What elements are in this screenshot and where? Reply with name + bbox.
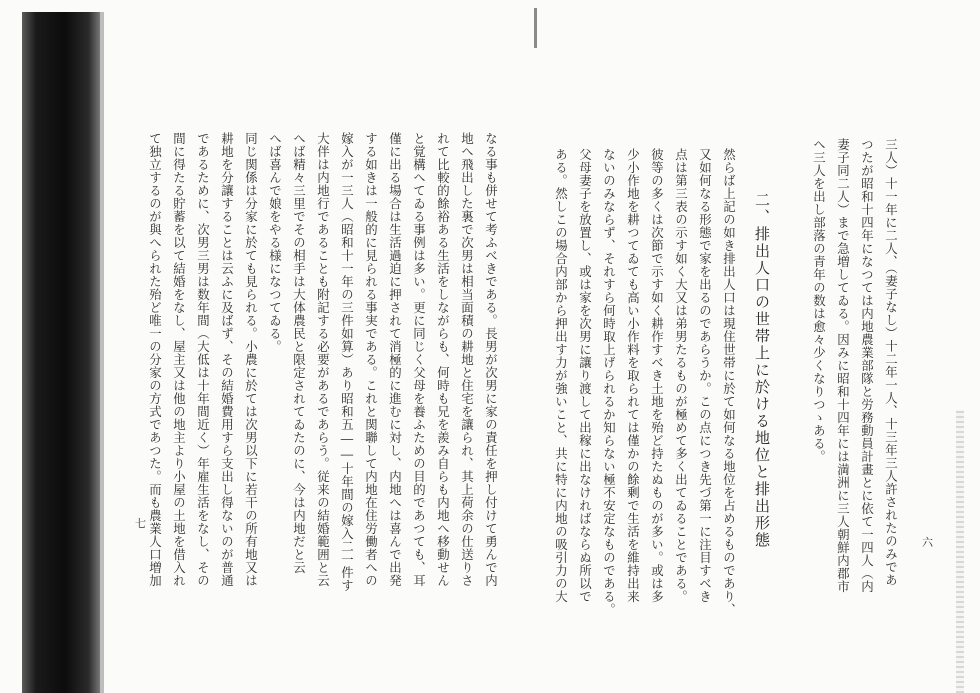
text-column: 点は第三表の示す如く大又は弟男たるものが極めて多く出てゐることである。 (673, 148, 689, 603)
binding-edge (100, 12, 104, 693)
text-column: 父母妻子を放置し、或は家を次男に讓り渡して出稼に出なければならぬ所以で (577, 148, 593, 603)
text-column: 大伴は内地行であることも附記する必要があるであらう。従来の結婚範囲と云 (315, 132, 331, 587)
section-heading: 二、排出人口の世帯上に於ける地位と排出形態 (753, 192, 771, 549)
text-column: 三人）十一年に二人、（妻子なし）十二年一人、十三年三人許されたのみであ (883, 138, 899, 587)
text-column: 彼等の多くは次節で示す如く耕作すべき土地を殆ど持たぬものが多い。或は多 (649, 148, 665, 603)
text-column: 耕地を分讓することは云ふに及ばず、その結婚費用すら支出し得ないのが普通 (219, 132, 235, 587)
text-column: へ三人を出し部落の青年の数は愈々少くなりつゝある。 (811, 138, 827, 463)
text-column: ある。然しこの場合内部から押出す力が強いこと、共に特に内地の吸引力の大 (553, 148, 569, 603)
text-column: 少小作地を耕つてゐても高い小作料を取られては僅かの餘剰で生活を維持出来 (625, 148, 641, 603)
text-column: つたが昭和十四年になつては内地農業部隊と労務動員計畫とに依て一四人（内 (859, 138, 875, 593)
text-column: 間に得たる貯蓄を以て結婚をなし、屋主又は他の地主より小屋の土地を借入れ (171, 132, 187, 587)
text-column: れて比較的餘裕ある生活をしながらも、何時も兄を羨み自らも内地へ移動せん (435, 132, 451, 587)
text-column: なる事も併せて考ふべきである。長男が次男に家の責任を押し付けて勇んで内 (483, 132, 499, 587)
text-column: 地へ飛出した裏で次男は相当面積の耕地と住宅を讓られ、其上荷余の仕送りさ (459, 132, 475, 587)
text-column: 同じ関係は分家に於ても見られる。小農に於ては次男以下に若干の所有地又は (243, 132, 259, 587)
page-number-left: 七 (135, 517, 146, 530)
text-column: て独立するのが與へられた殆ど唯一の分家の方式であつた。而も農業人口増加 (147, 132, 163, 587)
text-column: ないのみならず、それすら何時取上げられるか知らない極不安定なものである。 (601, 148, 617, 616)
page-edge-shadow (956, 410, 964, 693)
text-column: であるために、次男三男は数年間（大低は十年間近く）年雇生活をなし、その (195, 132, 211, 587)
text-column: へば喜んで娘をやる様になつてゐる。 (267, 132, 283, 353)
text-column: 又如何なる形態で家を出るのであらうか。この点につき先づ第一に注目すべき (697, 148, 713, 603)
text-column: へば精々三里でその相手は大体農民と限定されてゐたのに、今は内地だと云 (291, 132, 307, 574)
book-binding-shadow (22, 12, 100, 693)
text-column: 然らば上記の如き排出人口は現住世帯に於て如何なる地位を占めるものであり、 (721, 148, 737, 616)
gutter-mark (534, 8, 537, 48)
text-column: 僅に出る場合は生活過迫に押されて消極的に進むに対し、内地へは喜んで出発 (387, 132, 403, 587)
page-number-right: 六 (922, 536, 933, 549)
text-column: 嫁入が一三人（昭和十一年の三件如算）あり昭和五――十年間の嫁入二一件す (339, 132, 355, 593)
text-column: と覚構へてゐる事例は多い。更に同じく父母を養ふための目的であつても、耳 (411, 132, 427, 587)
text-column: する如きは一般的に見られる事実である。これと関聯して内地在住労働者への (363, 132, 379, 587)
text-column: 妻子同二人）まで急増してゐる。因みに昭和十四年には満洲に三人朝鮮内郡市 (835, 138, 851, 593)
